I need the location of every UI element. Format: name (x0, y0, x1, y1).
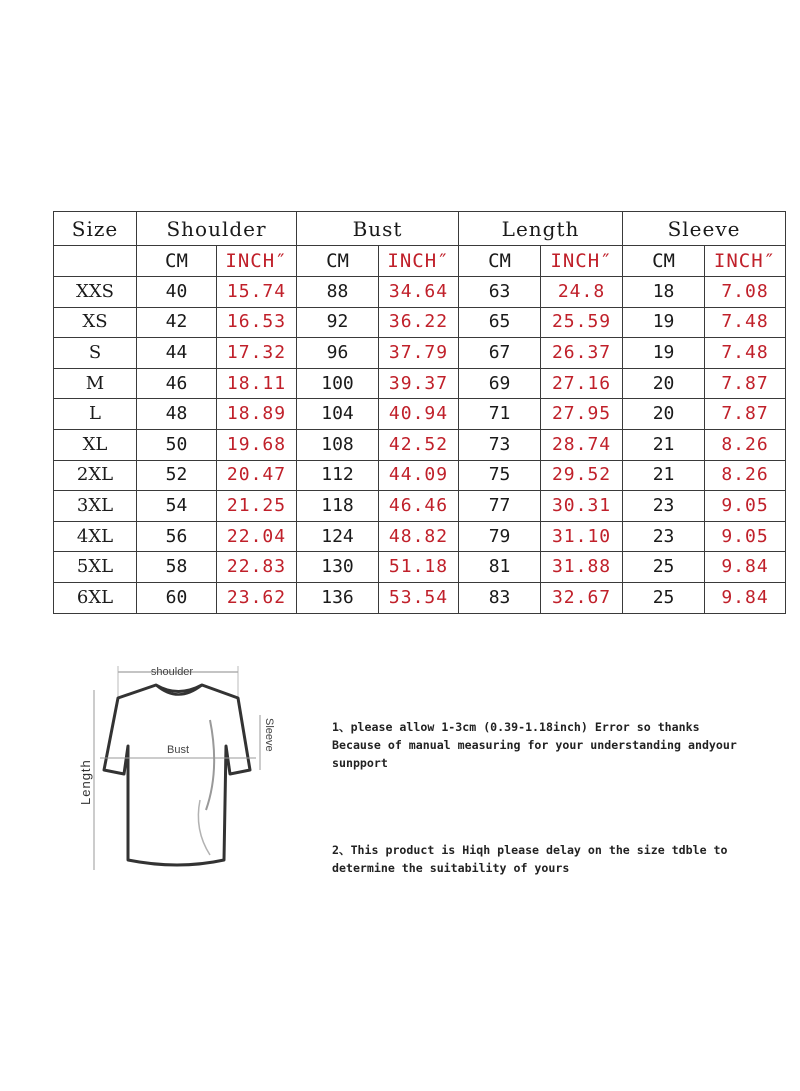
inch-value-cell: 23.62 (217, 582, 297, 613)
note2-line2: determine the suitability of yours (332, 861, 570, 875)
unit-inch: INCH″ (379, 246, 459, 277)
size-header: Size (54, 212, 137, 246)
cm-value-cell: 20 (623, 368, 705, 399)
table-row (54, 582, 786, 613)
header-row (54, 212, 786, 246)
size-cell: 3XL (54, 491, 137, 522)
cm-value-cell: 58 (137, 552, 217, 583)
size-cell: XS (54, 307, 137, 338)
inch-value-cell: 22.04 (217, 521, 297, 552)
cm-value-cell: 60 (137, 582, 217, 613)
unit-cm: CM (137, 246, 217, 277)
note1-line1: 1、please allow 1-3cm (0.39-1.18inch) Error so thanks (332, 720, 700, 734)
cm-value-cell: 67 (459, 338, 541, 369)
inch-value-cell: 28.74 (541, 429, 623, 460)
sleeve-header: Sleeve (623, 212, 786, 246)
cm-value-cell: 25 (623, 552, 705, 583)
cm-value-cell: 112 (297, 460, 379, 491)
size-cell: 4XL (54, 521, 137, 552)
inch-value-cell: 9.84 (705, 552, 786, 583)
cm-value-cell: 21 (623, 460, 705, 491)
unit-cm: CM (459, 246, 541, 277)
unit-inch: INCH″ (217, 246, 297, 277)
unit-cm: CM (623, 246, 705, 277)
inch-value-cell: 9.05 (705, 491, 786, 522)
cm-value-cell: 48 (137, 399, 217, 430)
cm-value-cell: 20 (623, 399, 705, 430)
size-rows (54, 277, 786, 614)
inch-value-cell: 44.09 (379, 460, 459, 491)
inch-value-cell: 48.82 (379, 521, 459, 552)
cm-value-cell: 92 (297, 307, 379, 338)
unit-row (54, 246, 786, 277)
table-row (54, 277, 786, 308)
inch-value-cell: 53.54 (379, 582, 459, 613)
note-size-suitability (332, 841, 792, 877)
cm-value-cell: 73 (459, 429, 541, 460)
inch-value-cell: 30.31 (541, 491, 623, 522)
cm-value-cell: 71 (459, 399, 541, 430)
table-row (54, 552, 786, 583)
tshirt-outline (104, 685, 250, 865)
inch-value-cell: 26.37 (541, 338, 623, 369)
inch-value-cell: 34.64 (379, 277, 459, 308)
cm-value-cell: 124 (297, 521, 379, 552)
inch-value-cell: 46.46 (379, 491, 459, 522)
empty-cell (54, 246, 137, 277)
unit-inch: INCH″ (705, 246, 786, 277)
inch-value-cell: 21.25 (217, 491, 297, 522)
cm-value-cell: 18 (623, 277, 705, 308)
table-row (54, 368, 786, 399)
inch-value-cell: 7.08 (705, 277, 786, 308)
table-row (54, 338, 786, 369)
sleeve-label: Sleeve (263, 718, 275, 752)
inch-value-cell: 51.18 (379, 552, 459, 583)
inch-value-cell: 8.26 (705, 429, 786, 460)
table-row (54, 429, 786, 460)
inch-value-cell: 9.84 (705, 582, 786, 613)
size-cell: 5XL (54, 552, 137, 583)
cm-value-cell: 19 (623, 307, 705, 338)
note-measurement-error (332, 718, 792, 772)
inch-value-cell: 7.48 (705, 307, 786, 338)
inch-value-cell: 7.48 (705, 338, 786, 369)
table-row (54, 307, 786, 338)
cm-value-cell: 108 (297, 429, 379, 460)
cm-value-cell: 42 (137, 307, 217, 338)
cm-value-cell: 83 (459, 582, 541, 613)
cm-value-cell: 77 (459, 491, 541, 522)
inch-value-cell: 7.87 (705, 399, 786, 430)
cm-value-cell: 79 (459, 521, 541, 552)
cm-value-cell: 63 (459, 277, 541, 308)
inch-value-cell: 32.67 (541, 582, 623, 613)
inch-value-cell: 8.26 (705, 460, 786, 491)
cm-value-cell: 19 (623, 338, 705, 369)
inch-value-cell: 36.22 (379, 307, 459, 338)
unit-cm: CM (297, 246, 379, 277)
inch-value-cell: 19.68 (217, 429, 297, 460)
cm-value-cell: 23 (623, 491, 705, 522)
cm-value-cell: 52 (137, 460, 217, 491)
cm-value-cell: 50 (137, 429, 217, 460)
inch-value-cell: 27.95 (541, 399, 623, 430)
inch-value-cell: 37.79 (379, 338, 459, 369)
cm-value-cell: 56 (137, 521, 217, 552)
size-cell: XXS (54, 277, 137, 308)
cm-value-cell: 46 (137, 368, 217, 399)
table-row (54, 460, 786, 491)
inch-value-cell: 42.52 (379, 429, 459, 460)
inch-value-cell: 40.94 (379, 399, 459, 430)
bust-label: Bust (166, 744, 190, 756)
note1-line3: sunpport (332, 756, 388, 770)
cm-value-cell: 40 (137, 277, 217, 308)
cm-value-cell: 118 (297, 491, 379, 522)
cm-value-cell: 130 (297, 552, 379, 583)
cm-value-cell: 75 (459, 460, 541, 491)
size-cell: 2XL (54, 460, 137, 491)
note2-line1: 2、This product is Hiqh please delay on the size tdble to (332, 843, 728, 857)
inch-value-cell: 15.74 (217, 277, 297, 308)
table-row (54, 399, 786, 430)
unit-inch: INCH″ (541, 246, 623, 277)
size-cell: L (54, 399, 137, 430)
inch-value-cell: 9.05 (705, 521, 786, 552)
cm-value-cell: 25 (623, 582, 705, 613)
inch-value-cell: 31.88 (541, 552, 623, 583)
bust-header: Bust (297, 212, 459, 246)
inch-value-cell: 22.83 (217, 552, 297, 583)
inch-value-cell: 18.89 (217, 399, 297, 430)
cm-value-cell: 44 (137, 338, 217, 369)
cm-value-cell: 69 (459, 368, 541, 399)
cm-value-cell: 65 (459, 307, 541, 338)
cm-value-cell: 100 (297, 368, 379, 399)
inch-value-cell: 20.47 (217, 460, 297, 491)
inch-value-cell: 31.10 (541, 521, 623, 552)
note1-line2: Because of manual measuring for your understanding andyour (332, 738, 737, 752)
inch-value-cell: 17.32 (217, 338, 297, 369)
cm-value-cell: 96 (297, 338, 379, 369)
shoulder-label: shoulder (150, 666, 194, 678)
size-cell: M (54, 368, 137, 399)
cm-value-cell: 54 (137, 491, 217, 522)
inch-value-cell: 24.8 (541, 277, 623, 308)
inch-value-cell: 27.16 (541, 368, 623, 399)
table-row (54, 491, 786, 522)
table-row (54, 521, 786, 552)
inch-value-cell: 16.53 (217, 307, 297, 338)
size-cell: XL (54, 429, 137, 460)
cm-value-cell: 104 (297, 399, 379, 430)
shoulder-header: Shoulder (137, 212, 297, 246)
tshirt-measurement-diagram (70, 660, 290, 890)
cm-value-cell: 21 (623, 429, 705, 460)
size-chart-table (53, 211, 786, 614)
inch-value-cell: 7.87 (705, 368, 786, 399)
size-cell: 6XL (54, 582, 137, 613)
length-label: Length (78, 759, 93, 805)
inch-value-cell: 18.11 (217, 368, 297, 399)
inch-value-cell: 39.37 (379, 368, 459, 399)
cm-value-cell: 81 (459, 552, 541, 583)
cm-value-cell: 23 (623, 521, 705, 552)
inch-value-cell: 25.59 (541, 307, 623, 338)
size-cell: S (54, 338, 137, 369)
inch-value-cell: 29.52 (541, 460, 623, 491)
cm-value-cell: 88 (297, 277, 379, 308)
cm-value-cell: 136 (297, 582, 379, 613)
length-header: Length (459, 212, 623, 246)
